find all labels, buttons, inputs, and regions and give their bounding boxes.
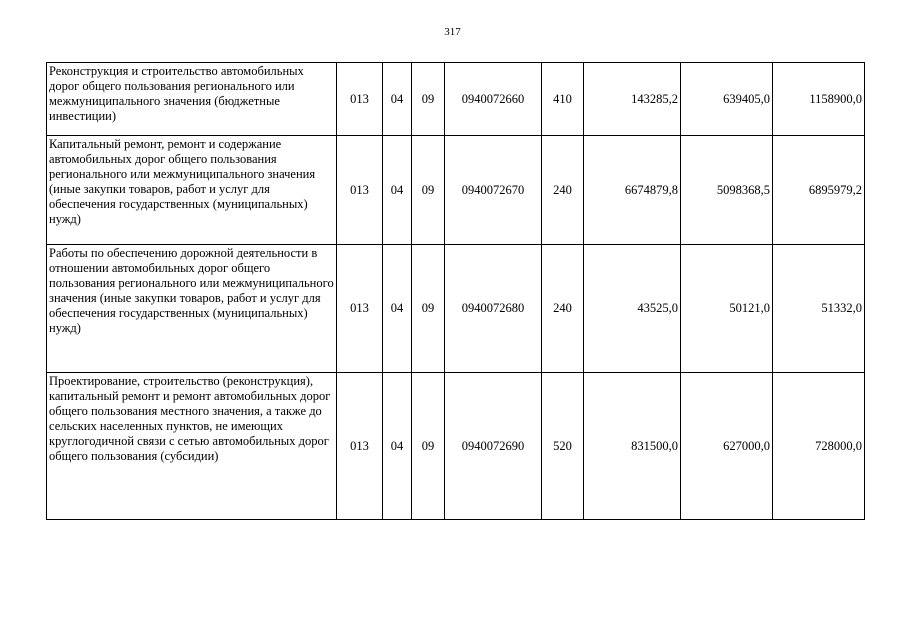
ministry-code-cell: 013 — [337, 245, 383, 373]
amount-3-cell: 51332,0 — [773, 245, 865, 373]
subsection-code-cell: 09 — [412, 136, 445, 245]
amount-3-cell: 6895979,2 — [773, 136, 865, 245]
table-row — [47, 63, 865, 136]
subsection-code-cell: 09 — [412, 373, 445, 520]
amount-3-cell: 1158900,0 — [773, 63, 865, 136]
row-name-cell: Капитальный ремонт, ремонт и содержание автомобильных дорог общего пользования регионального или межмуниципального значения (иные закупки товаров, работ и услуг для обеспечения государственных (муниципальных) нужд) — [47, 136, 337, 245]
section-code-cell: 04 — [383, 373, 412, 520]
amount-1-cell: 6674879,8 — [584, 136, 681, 245]
target-article-cell: 0940072690 — [445, 373, 542, 520]
amount-2-cell: 5098368,5 — [681, 136, 773, 245]
section-code-cell: 04 — [383, 63, 412, 136]
target-article-cell: 0940072660 — [445, 63, 542, 136]
target-article-cell: 0940072670 — [445, 136, 542, 245]
amount-2-cell: 627000,0 — [681, 373, 773, 520]
table-row — [47, 245, 865, 373]
expense-type-cell: 240 — [542, 245, 584, 373]
amount-3-cell: 728000,0 — [773, 373, 865, 520]
page-number: 317 — [444, 26, 461, 38]
row-name-cell: Работы по обеспечению дорожной деятельности в отношении автомобильных дорог общего пользования регионального или межмуниципального значения (иные закупки товаров, работ и услуг для обеспечения государственных (муниципальных) нужд) — [47, 245, 337, 373]
amount-2-cell: 639405,0 — [681, 63, 773, 136]
row-name-cell: Проектирование, строительство (реконструкция), капитальный ремонт и ремонт автомобильных дорог общего пользования местного значения, а также до сельских населенных пунктов, не имеющих круглогодичной связи с сетью автомобильных дорог общего пользования (субсидии) — [47, 373, 337, 520]
expense-type-cell: 240 — [542, 136, 584, 245]
section-code-cell: 04 — [383, 136, 412, 245]
amount-1-cell: 831500,0 — [584, 373, 681, 520]
table-row — [47, 373, 865, 520]
amount-2-cell: 50121,0 — [681, 245, 773, 373]
subsection-code-cell: 09 — [412, 245, 445, 373]
target-article-cell: 0940072680 — [445, 245, 542, 373]
expense-type-cell: 520 — [542, 373, 584, 520]
ministry-code-cell: 013 — [337, 63, 383, 136]
ministry-code-cell: 013 — [337, 373, 383, 520]
budget-table — [46, 62, 865, 520]
amount-1-cell: 43525,0 — [584, 245, 681, 373]
amount-1-cell: 143285,2 — [584, 63, 681, 136]
expense-type-cell: 410 — [542, 63, 584, 136]
ministry-code-cell: 013 — [337, 136, 383, 245]
subsection-code-cell: 09 — [412, 63, 445, 136]
row-name-cell: Реконструкция и строительство автомобильных дорог общего пользования регионального или межмуниципального значения (бюджетные инвестиции) — [47, 63, 337, 136]
table-row — [47, 136, 865, 245]
section-code-cell: 04 — [383, 245, 412, 373]
